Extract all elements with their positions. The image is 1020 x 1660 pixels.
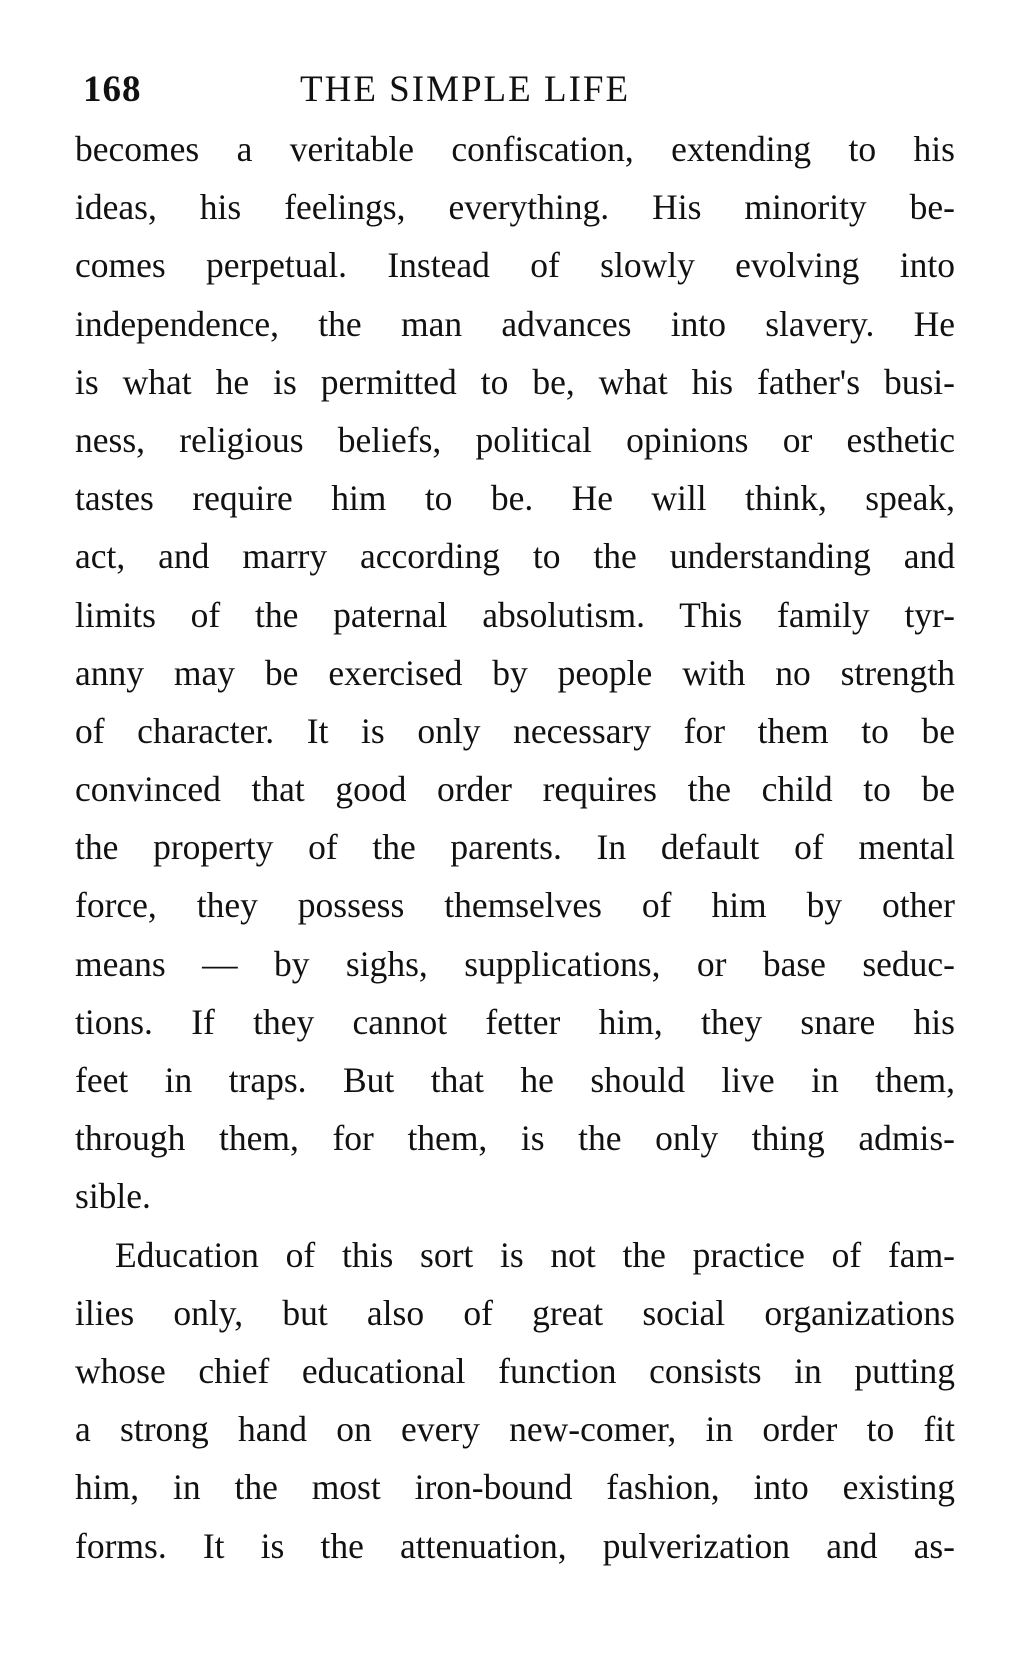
paragraph-1 [75, 120, 955, 1226]
text-line: through them, for them, is the only thing admis- [75, 1118, 955, 1159]
text-line: means — by sighs, supplications, or base seduc- [75, 943, 955, 984]
text-line: whose chief educational function consists in putting [75, 1350, 955, 1391]
text-line: ideas, his feelings, everything. His minority be- [75, 187, 955, 228]
text-line: ness, religious beliefs, political opinions or esthetic [75, 419, 955, 460]
text-line: act, and marry according to the understanding and [75, 536, 955, 577]
text-line: a strong hand on every new-comer, in order to fit [75, 1409, 955, 1450]
running-title: THE SIMPLE LIFE [300, 69, 631, 110]
book-page [75, 58, 955, 1575]
text-line: the property of the parents. In default of mental [75, 827, 955, 868]
text-line: force, they possess themselves of him by other [75, 885, 955, 926]
text-line: forms. It is the attenuation, pulverization and as- [75, 1525, 955, 1566]
running-head [75, 58, 955, 118]
text-line: tions. If they cannot fetter him, they snare his [75, 1001, 955, 1042]
text-line: tastes require him to be. He will think, speak, [75, 478, 955, 519]
text-line: convinced that good order requires the child to be [75, 769, 955, 810]
text-line: of character. It is only necessary for them to be [75, 710, 955, 751]
paragraph-2 [75, 1226, 955, 1575]
text-line: feet in traps. But that he should live in them, [75, 1060, 955, 1100]
page-number: 168 [83, 69, 142, 110]
text-line: him, in the most iron-bound fashion, into existing [75, 1467, 955, 1508]
text-line: Education of this sort is not the practice of fam- [115, 1234, 955, 1275]
text-line: sible. [75, 1176, 151, 1217]
text-line: comes perpetual. Instead of slowly evolving into [75, 245, 955, 286]
body-text [75, 120, 955, 1575]
text-line: limits of the paternal absolutism. This family tyr- [75, 594, 955, 635]
text-line: ilies only, but also of great social organizations [75, 1292, 955, 1333]
text-line: is what he is permitted to be, what his father's busi- [75, 361, 955, 402]
text-line: anny may be exercised by people with no strength [75, 652, 955, 693]
text-line: independence, the man advances into slavery. He [75, 303, 955, 344]
text-line: becomes a veritable confiscation, extending to his [75, 129, 955, 169]
